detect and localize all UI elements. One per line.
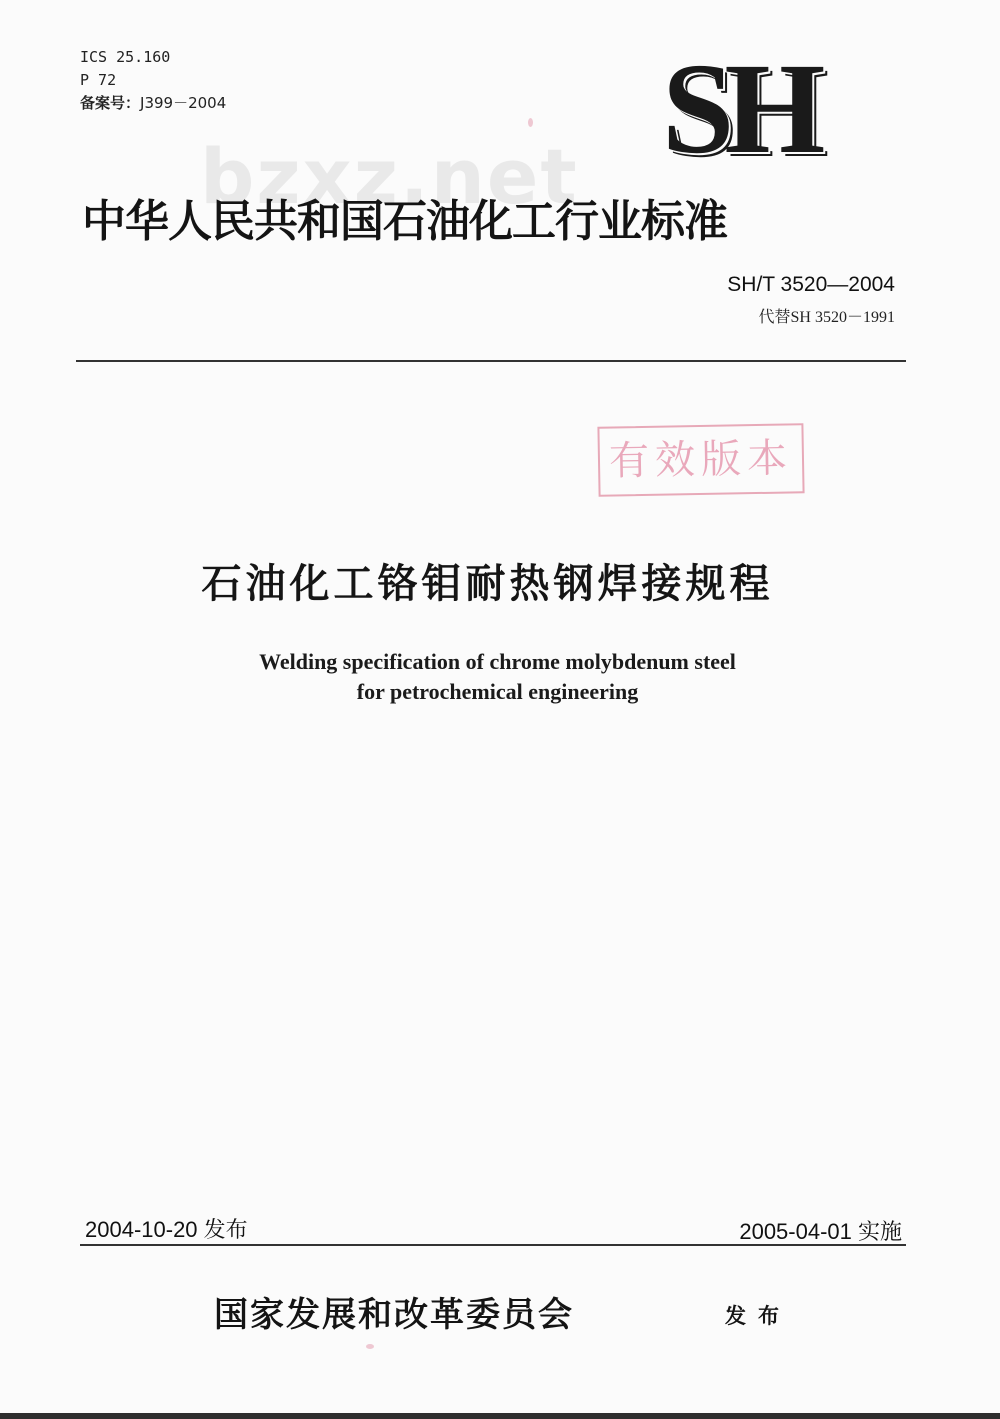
issue-date: 2004-10-20 发布 xyxy=(85,1217,248,1242)
publish-label: 发布 xyxy=(725,1304,791,1328)
footer-divider xyxy=(80,1244,906,1246)
title-en-line-2: for petrochemical engineering xyxy=(356,679,639,704)
ink-speck xyxy=(528,118,533,127)
title-en-line-1: Welding specification of chrome molybdenum steel xyxy=(259,649,736,674)
record-number xyxy=(80,92,226,115)
ink-speck xyxy=(366,1344,374,1349)
record-value: J399－2004 xyxy=(140,94,227,112)
standard-code: SH/T 3520—2004 xyxy=(727,273,895,296)
class-code: P 72 xyxy=(80,71,117,89)
header-divider xyxy=(76,360,906,362)
implementation-date: 2005-04-01 实施 xyxy=(739,1219,902,1244)
org-standard-title: 中华人民共和国石油化工行业标准 xyxy=(82,196,727,247)
document-title-en xyxy=(0,647,995,707)
replaces-standard: 代替SH 3520－1991 xyxy=(758,309,895,326)
validity-stamp: 有效版本 xyxy=(597,423,804,497)
document-title-cn: 石油化工铬钼耐热钢焊接规程 xyxy=(201,561,774,607)
publisher-name: 国家发展和改革委员会 xyxy=(214,1295,574,1335)
ics-code: ICS 25.160 xyxy=(80,48,171,66)
record-label: 备案号： xyxy=(80,94,141,112)
site-watermark: bzxz.net xyxy=(200,132,579,221)
sh-logo: SH xyxy=(662,37,816,181)
classification-block xyxy=(80,46,226,115)
viewer-bottom-edge xyxy=(0,1413,1000,1419)
